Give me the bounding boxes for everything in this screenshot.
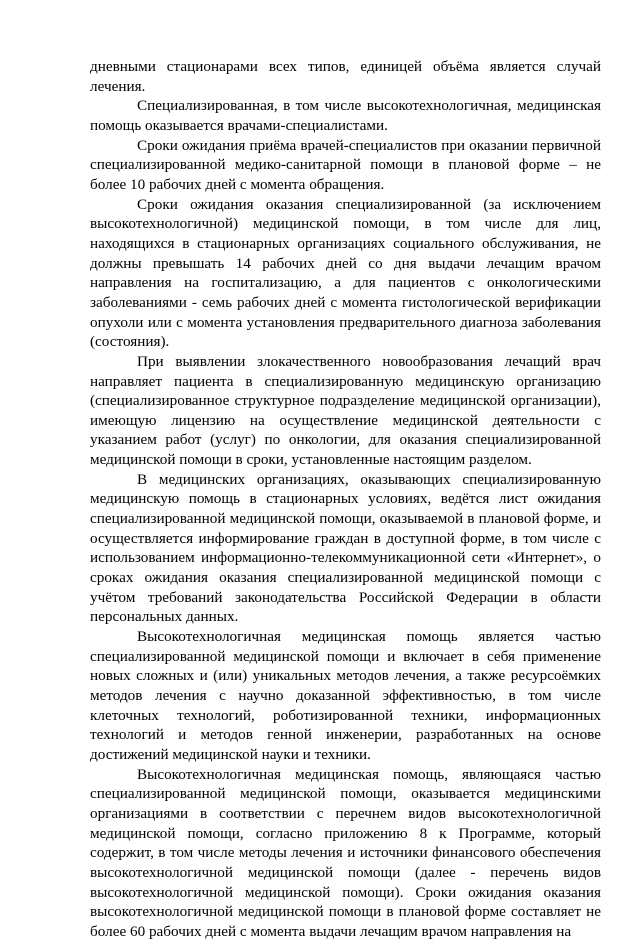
paragraph-waiting-list: В медицинских организациях, оказывающих специализированную медицинскую помощь в стационарных условиях, ведётся лист ожидания специализированной медицинской помощи, оказываемой в плановой форме, и осуществляется информирование граждан в доступной форме, в том числе с использованием информационно-телекоммуникационной сети «Интернет», о сроках ожидания оказания специализированной медицинской помощи с учётом требований законодательства Российской Федерации в области персональных данных. bbox=[90, 470, 601, 626]
paragraph-specialized-care-waiting-time: Сроки ожидания оказания специализированной (за исключением высокотехнологичной) медицинской помощи, в том числе для лиц, находящихся в стационарных организациях социального обслуживания, не должны превышать 14 рабочих дней со дня выдачи лечащим врачом направления на госпитализацию, а для пациентов с онкологическими заболеваниями - семь рабочих дней с момента гистологической верификации опухоли или с момента установления предварительного диагноза заболевания (состояния). bbox=[90, 195, 601, 351]
paragraph-specialized-care: Специализированная, в том числе высокотехнологичная, медицинская помощь оказывается врачами-специалистами. bbox=[90, 97, 601, 134]
paragraph-continuation: дневными стационарами всех типов, единицей объёма является случай лечения. bbox=[90, 58, 601, 95]
paragraph-oncology-referral: При выявлении злокачественного новообразования лечащий врач направляет пациента в специализированную медицинскую организацию (специализированное структурное подразделение медицинской организации), имеющую лицензию на осуществление медицинской деятельности с указанием работ (услуг) по онкологии, для оказания специализированной медицинской помощи в сроки, установленные настоящим разделом. bbox=[90, 352, 601, 469]
document-page bbox=[90, 57, 601, 942]
paragraph-high-tech-definition: Высокотехнологичная медицинская помощь является частью специализированной медицинской помощи и включает в себя применение новых сложных и (или) уникальных методов лечения, а также ресурсоёмких методов лечения с научно доказанной эффективностью, в том числе клеточных технологий, роботизированной техники, информационных технологий и методов генной инженерии, разработанных на основе достижений медицинской науки и техники. bbox=[90, 628, 601, 763]
paragraph-high-tech-provision: Высокотехнологичная медицинская помощь, являющаяся частью специализированной медицинской помощи, оказывается медицинскими организациями в соответствии с перечнем видов высокотехнологичной медицинской помощи, согласно приложению 8 к Программе, который содержит, в том числе методы лечения и источники финансового обеспечения высокотехнологичной медицинской помощи (далее - перечень видов высокотехнологичной медицинской помощи). Сроки ожидания оказания высокотехнологичной медицинской помощи в плановой форме составляет не более 60 рабочих дней с момента выдачи лечащим врачом направления на bbox=[90, 765, 601, 940]
paragraph-specialist-waiting-time: Сроки ожидания приёма врачей-специалистов при оказании первичной специализированной медико-санитарной помощи в плановой форме – не более 10 рабочих дней с момента обращения. bbox=[90, 136, 601, 193]
